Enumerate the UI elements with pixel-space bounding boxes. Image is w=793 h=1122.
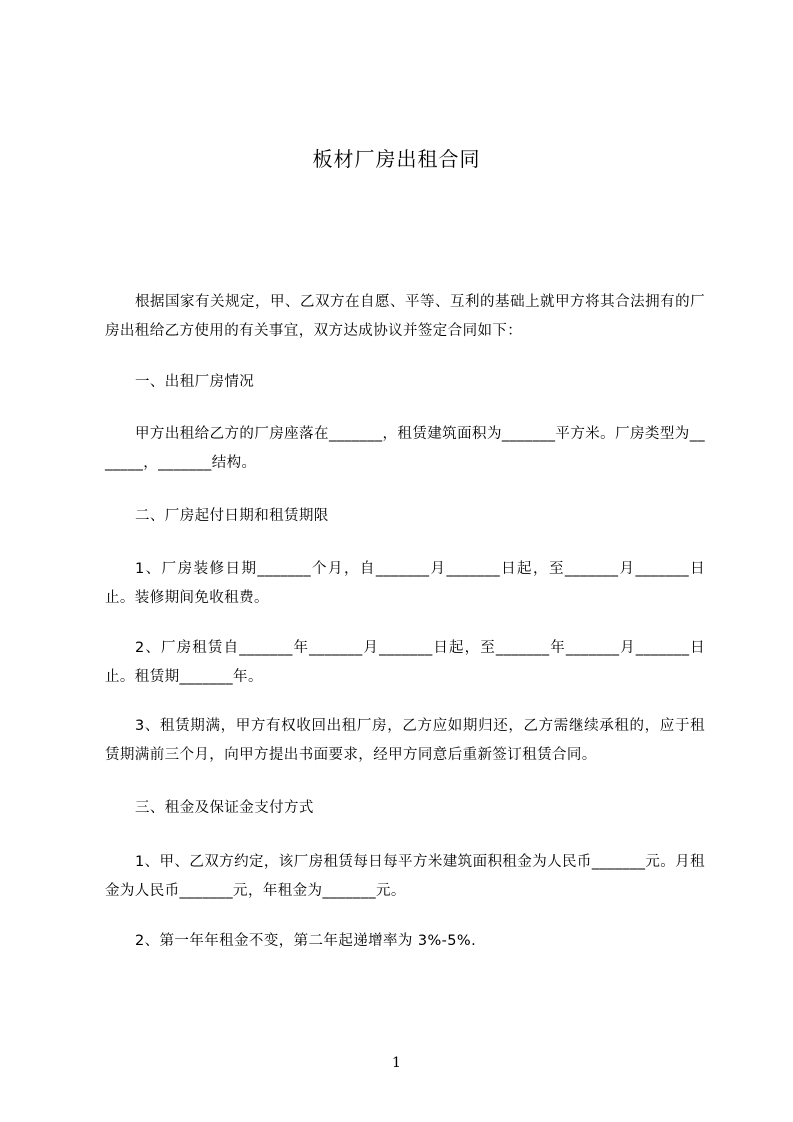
section-3-item-1: 1、甲、乙双方约定，该厂房租赁每日每平方米建筑面积租金为人民币_______元。月租金为人民币_______元，年租金为_______元。: [105, 854, 705, 899]
document-title: 板材厂房出租合同: [312, 147, 481, 171]
intro-paragraph: 根据国家有关规定，甲、乙双方在自愿、平等、互利的基础上就甲方将其合法拥有的厂房出租给乙方使用的有关事宜，双方达成协议并签定合同如下：: [105, 294, 705, 339]
section-1-paragraph: 甲方出租给乙方的厂房座落在_______，租赁建筑面积为_______平方米。厂房类型为_______，_______结构。: [105, 426, 705, 471]
section-2-heading: 二、厂房起付日期和租赁期限: [135, 508, 329, 524]
section-3-heading: 三、租金及保证金支付方式: [135, 800, 314, 816]
section-2-item-2: 2、厂房租赁自_______年_______月_______日起，至_______年_______月_______日止。租赁期_______年。: [105, 640, 705, 685]
section-2-item-3: 3、租赁期满，甲方有权收回出租厂房，乙方应如期归还，乙方需继续承租的，应于租赁期满前三个月，向甲方提出书面要求，经甲方同意后重新签订租赁合同。: [105, 718, 705, 763]
page-number: 1: [392, 1055, 401, 1071]
section-1-heading: 一、出租厂房情况: [135, 374, 255, 390]
section-2-item-1: 1、厂房装修日期_______个月，自_______月_______日起，至_______月_______日止。装修期间免收租费。: [105, 561, 705, 606]
section-3-item-2: 2、第一年年租金不变，第二年起递增率为 3%-5%.: [135, 933, 477, 949]
